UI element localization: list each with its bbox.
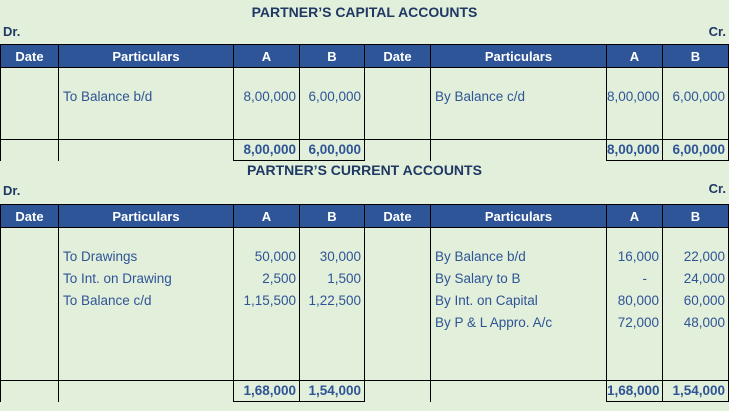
current-dr-a-cell	[234, 228, 300, 381]
capital-dr-a-value: 8,00,000	[243, 89, 296, 104]
capital-total-row	[1, 140, 729, 161]
current-cr-b-value: 24,000	[683, 271, 725, 286]
current-dr-b-value: 30,000	[319, 249, 361, 264]
current-cr-b-value: 22,000	[683, 249, 725, 264]
capital-accounts-title: PARTNER’S CAPITAL ACCOUNTS	[251, 4, 478, 20]
current-accounts-table	[0, 204, 729, 402]
current-dr-b-total: 1,54,000	[300, 381, 365, 402]
capital-accounts-table	[0, 44, 729, 161]
current-header-row	[1, 205, 729, 228]
capital-cr-a-total: 8,00,000	[607, 140, 663, 161]
current-cr-a-value: 80,000	[617, 293, 659, 308]
current-dr-b-value: 1,22,500	[308, 293, 361, 308]
capital-cr-b-total: 6,00,000	[663, 140, 729, 161]
current-dr-a-header: A	[234, 205, 300, 228]
capital-cr-b-header: B	[663, 45, 729, 68]
capital-cr-particular: By Balance c/d	[435, 89, 526, 104]
current-dr-particular: To Drawings	[63, 249, 138, 264]
current-dr-a-value: 1,15,500	[243, 293, 296, 308]
capital-cr-date-header: Date	[365, 45, 431, 68]
capital-dr-b-total: 6,00,000	[300, 140, 365, 161]
current-dr-date-header: Date	[1, 205, 59, 228]
capital-cr-particulars-cell	[431, 68, 607, 140]
current-cr-particular: By Salary to B	[435, 271, 521, 286]
capital-dr-b-cell	[300, 68, 365, 140]
current-body-row	[1, 228, 729, 381]
capital-dr-b-value: 6,00,000	[308, 89, 361, 104]
current-cr-a-cell	[607, 228, 663, 381]
current-cr-particulars-cell	[431, 228, 607, 381]
capital-header-row	[1, 45, 729, 68]
current-dr-b-value: 1,500	[327, 271, 361, 286]
current-accounts-title: PARTNER’S CURRENT ACCOUNTS	[247, 162, 482, 178]
current-cr-a-value: 16,000	[617, 249, 659, 264]
current-cr-b-header: B	[663, 205, 729, 228]
current-cr-particular: By P & L Appro. A/c	[435, 315, 553, 330]
current-cr-particular: By Balance b/d	[435, 249, 526, 264]
current-cr-b-cell	[663, 228, 729, 381]
current-dr-label: Dr.	[3, 183, 21, 198]
capital-cr-a-value: 8,00,000	[607, 89, 660, 104]
current-dr-b-header: B	[300, 205, 365, 228]
capital-cr-date-cell	[365, 68, 431, 140]
capital-dr-label: Dr.	[3, 24, 21, 39]
capital-dr-a-header: A	[234, 45, 300, 68]
capital-body-row	[1, 68, 729, 140]
capital-cr-particulars-header: Particulars	[431, 45, 607, 68]
current-cr-particulars-header: Particulars	[431, 205, 607, 228]
capital-cr-b-cell	[663, 68, 729, 140]
capital-dr-date-header: Date	[1, 45, 59, 68]
current-cr-a-value: -	[642, 271, 647, 286]
current-total-row	[1, 381, 729, 402]
current-cr-particular: By Int. on Capital	[435, 293, 538, 308]
current-cr-a-header: A	[607, 205, 663, 228]
capital-dr-particular: To Balance b/d	[63, 89, 153, 104]
current-cr-b-total: 1,54,000	[663, 381, 729, 402]
capital-cr-a-cell	[607, 68, 663, 140]
current-cr-a-value: 72,000	[617, 315, 659, 330]
current-dr-date-cell	[1, 228, 59, 381]
capital-cr-a-header: A	[607, 45, 663, 68]
capital-cr-label: Cr.	[708, 24, 726, 39]
current-dr-particulars-cell	[59, 228, 234, 381]
capital-cr-b-value: 6,00,000	[672, 89, 725, 104]
current-dr-particular: To Balance c/d	[63, 293, 152, 308]
current-cr-b-value: 60,000	[683, 293, 725, 308]
capital-dr-a-total: 8,00,000	[234, 140, 300, 161]
capital-dr-particulars-header: Particulars	[59, 45, 234, 68]
capital-dr-a-cell	[234, 68, 300, 140]
current-cr-date-header: Date	[365, 205, 431, 228]
current-cr-date-cell	[365, 228, 431, 381]
current-cr-b-value: 48,000	[683, 315, 725, 330]
current-cr-a-total: 1,68,000	[607, 381, 663, 402]
current-dr-a-value: 2,500	[262, 271, 296, 286]
current-dr-a-value: 50,000	[254, 249, 296, 264]
current-cr-label: Cr.	[708, 181, 726, 196]
capital-dr-date-cell	[1, 68, 59, 140]
capital-dr-particulars-cell	[59, 68, 234, 140]
current-dr-particular: To Int. on Drawing	[63, 271, 172, 286]
current-dr-a-total: 1,68,000	[234, 381, 300, 402]
capital-dr-b-header: B	[300, 45, 365, 68]
current-dr-particulars-header: Particulars	[59, 205, 234, 228]
current-dr-b-cell	[300, 228, 365, 381]
